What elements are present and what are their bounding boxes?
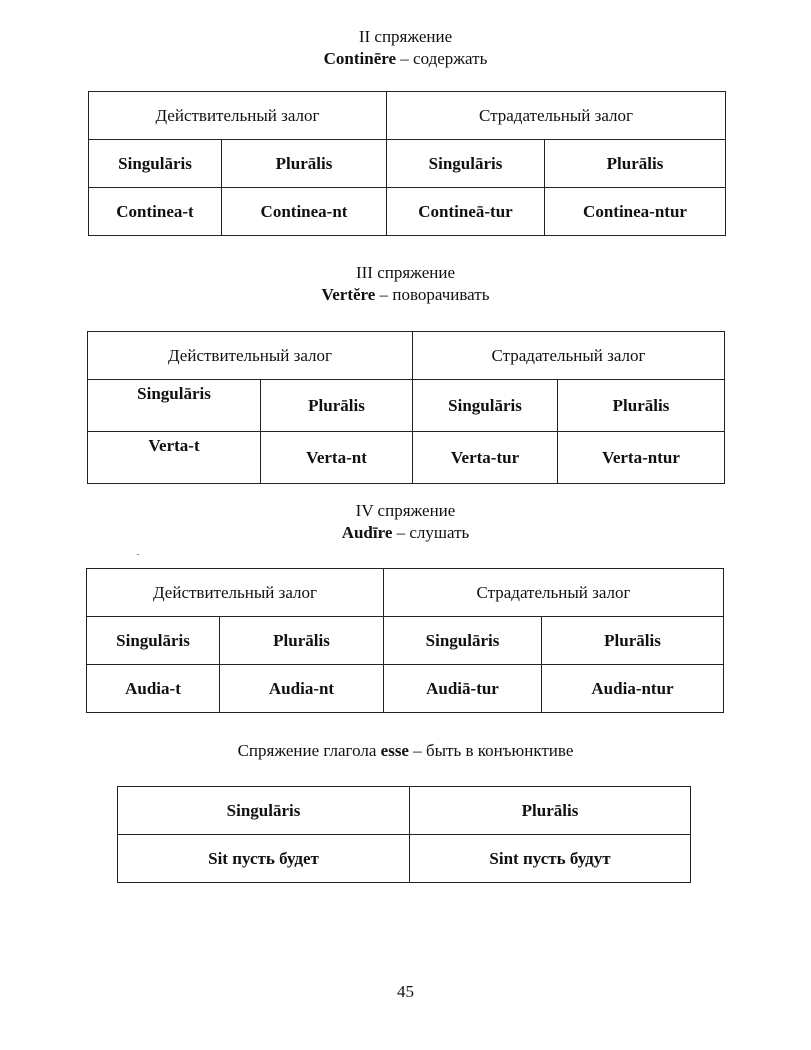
verb-form: Verta-tur [413, 432, 558, 484]
verb-infinitive: Audīre [341, 523, 393, 542]
caption-text: Спряжение глагола [237, 741, 381, 760]
col-header: Plurālis [542, 617, 724, 665]
verb-line [0, 522, 811, 544]
col-header: Plurālis [261, 380, 413, 432]
verb-form: Audia-t [87, 665, 220, 713]
caption-verb: esse [380, 741, 409, 760]
col-header: Plurālis [410, 787, 691, 835]
active-voice-header: Действительный залог [87, 569, 384, 617]
esse-table [117, 786, 691, 883]
col-header: Singulāris [87, 617, 220, 665]
verb-gloss: – слушать [396, 523, 470, 542]
verb-line [0, 48, 811, 70]
verb-infinitive: Continēre [323, 49, 397, 68]
conjugation-table-3 [87, 331, 725, 484]
passive-voice-header: Страдательный залог [387, 92, 726, 140]
col-header: Plurālis [545, 140, 726, 188]
page-number: 45 [397, 982, 414, 1001]
verb-form: Verta-ntur [558, 432, 725, 484]
verb-form: Continea-nt [222, 188, 387, 236]
verb-gloss: – поворачивать [379, 285, 490, 304]
verb-form: Continea-ntur [545, 188, 726, 236]
col-header: Singulāris [88, 380, 261, 432]
esse-caption [0, 741, 811, 761]
passive-voice-header: Страдательный залог [413, 332, 725, 380]
active-voice-header: Действительный залог [89, 92, 387, 140]
conjugation-title: III спряжение [355, 263, 455, 282]
verb-form: Verta-t [88, 432, 261, 484]
col-header: Singulāris [89, 140, 222, 188]
verb-infinitive: Vertĕre [321, 285, 376, 304]
conjugation-title: IV спряжение [355, 501, 456, 520]
col-header: Singulāris [413, 380, 558, 432]
verb-form: Continea-t [89, 188, 222, 236]
verb-line [0, 284, 811, 306]
col-header: Singulāris [118, 787, 410, 835]
section-4-heading [0, 500, 811, 544]
verb-form: Verta-nt [261, 432, 413, 484]
col-header: Singulāris [387, 140, 545, 188]
verb-form: Audia-ntur [542, 665, 724, 713]
col-header: Plurālis [222, 140, 387, 188]
section-2-heading [0, 26, 811, 70]
verb-form: Sint пусть будут [410, 835, 691, 883]
col-header: Plurālis [220, 617, 384, 665]
passive-voice-header: Страдательный залог [384, 569, 724, 617]
caption-text: – быть в конъюнктиве [408, 741, 574, 760]
verb-form: Audia-nt [220, 665, 384, 713]
verb-gloss: – содержать [400, 49, 488, 68]
verb-form: Contineā-tur [387, 188, 545, 236]
verb-form: Sit пусть будет [118, 835, 410, 883]
col-header: Plurālis [558, 380, 725, 432]
col-header: Singulāris [384, 617, 542, 665]
conjugation-table-4 [86, 568, 724, 713]
speck [137, 554, 139, 555]
conjugation-title: II спряжение [358, 27, 453, 46]
active-voice-header: Действительный залог [88, 332, 413, 380]
verb-form: Audiā-tur [384, 665, 542, 713]
section-3-heading [0, 262, 811, 306]
conjugation-table-2 [88, 91, 726, 236]
